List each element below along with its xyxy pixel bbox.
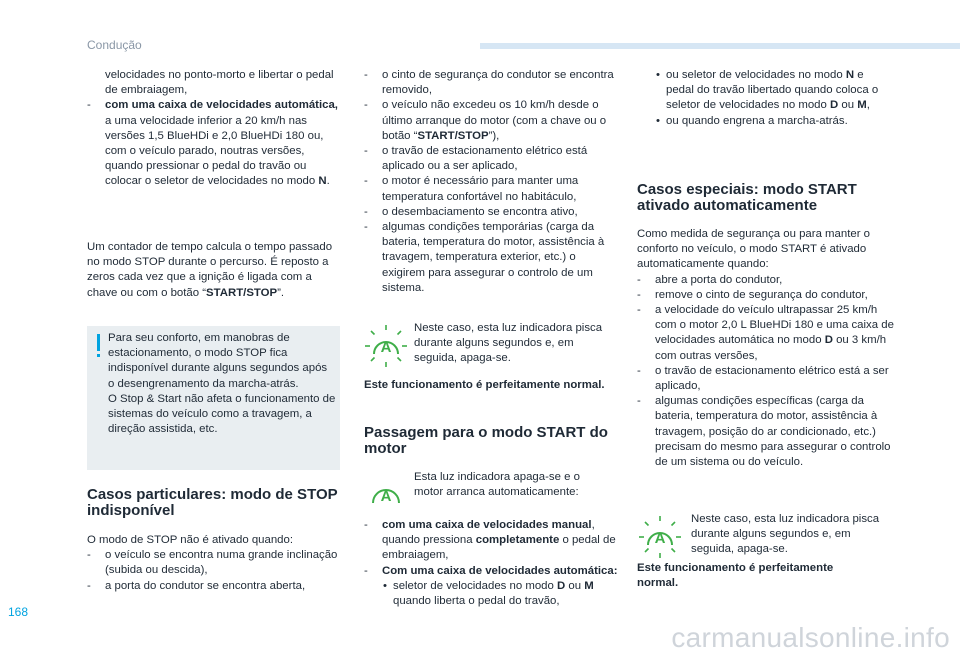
icon-letter: A — [654, 530, 666, 547]
normal-note — [637, 561, 867, 591]
normal-note — [364, 378, 624, 393]
item-text: o travão de estacionamento elétrico está aplicado ou a ser aplicado, — [382, 145, 588, 173]
counter-bold: START/STOP — [206, 286, 278, 299]
column-1 — [87, 68, 343, 190]
item-text: remove o cinto de segurança do condutor, — [655, 288, 868, 301]
intro-text: O modo de STOP não é ativado quando: — [87, 534, 294, 546]
item-text: o veículo não excedeu os 10 km/h desde o último arranque do motor (com a chave ou o botão “ — [382, 99, 607, 142]
item-text: abre a porta do condutor, — [655, 273, 783, 286]
sub-list-item — [364, 579, 626, 609]
list-item — [637, 273, 899, 288]
list-item — [364, 518, 626, 564]
list-item — [364, 68, 620, 98]
normal-note-text: Este funcionamento é perfeitamente normal. — [637, 562, 834, 590]
info-icon-dot — [97, 354, 100, 357]
item-text: ou quando engrena a marcha-atrás. — [666, 114, 848, 127]
dash-marker: - — [364, 145, 368, 158]
item-bold: com uma caixa de velocidades manual — [382, 519, 592, 531]
list-item — [364, 98, 620, 144]
mode-letter: N — [845, 69, 855, 81]
list-item — [87, 548, 343, 578]
dash-marker: - — [364, 564, 368, 577]
item-text: ou — [565, 579, 585, 592]
dash-marker: - — [87, 99, 91, 112]
dash-marker: - — [364, 519, 368, 531]
info-box — [87, 326, 340, 470]
info-text — [108, 331, 336, 437]
item-text: a velocidade do veículo ultrapassar 25 km/h com o motor 2,0 L BlueHDi 180 e uma caixa de velocidades automática no modo — [655, 304, 894, 347]
start-conditions — [364, 518, 626, 609]
item-text: ou seletor de velocidades no modo — [666, 69, 846, 81]
item-text: o pedal de embraiagem, — [382, 534, 616, 562]
item-text: o desembaciamento se encontra ativo, — [382, 205, 578, 218]
mode-letter: D — [557, 579, 566, 592]
dash-marker: - — [637, 273, 641, 286]
section-label: Condução — [87, 38, 142, 52]
icon-letter: A — [380, 488, 392, 505]
item-text: , — [866, 99, 870, 112]
item-text: a porta do condutor se encontra aberta, — [105, 579, 306, 592]
item-text: algumas condições específicas (carga da bateria, temperatura do motor, assistência à travagem, posição do ar condicionado, etc.) precisam do mesmo para assegurar o controlo de um sistema ou do veículo. — [655, 395, 891, 469]
item-text: o cinto de segurança do condutor se encontra removido, — [382, 69, 614, 97]
list-item: - com uma caixa de velocidades automática, a uma velocidade inferior a 20 km/h nas versões 1,5 BlueHDi e 2,0 BlueHDi 180 ou, com o veículo parado, noutras versões, quando pressionar o pedal do travão ou colocar o seletor de velocidades no modo N. — [87, 99, 338, 188]
item-text: ou — [838, 99, 858, 112]
item-text: quando liberta o pedal do travão, — [393, 595, 560, 608]
normal-note-text: Este funcionamento é perfeitamente normal. — [364, 379, 605, 391]
section-heading: Casos particulares: modo de STOP indisponível — [87, 486, 338, 519]
counter-end: ”. — [277, 286, 285, 299]
header-bar — [480, 43, 960, 49]
column-1-lower — [87, 487, 343, 594]
dash-marker: - — [364, 99, 368, 112]
sub-list-item — [637, 68, 893, 114]
warning-text: Neste caso, esta luz indicadora pisca durante alguns segundos e, em seguida, apaga-se. — [414, 322, 603, 365]
start-indicator-icon — [369, 480, 403, 508]
dash-marker: - — [364, 175, 368, 188]
item-bold: Com uma caixa de velocidades automática: — [382, 564, 618, 577]
item-text: o motor é necessário para manter uma temperatura confortável no habitáculo, — [382, 175, 579, 203]
counter-paragraph — [87, 240, 343, 301]
item-text: , quando pressiona — [382, 519, 595, 547]
mode-letter: N — [318, 175, 327, 188]
bullet-marker: • — [656, 114, 660, 127]
start-icon-text: Esta luz indicadora apaga-se e o motor arranca automaticamente: — [414, 471, 580, 499]
column-3-list — [637, 227, 899, 470]
item-bold: completamente — [475, 534, 560, 547]
item-text: o veículo se encontra numa grande inclinação (subida ou descida), — [105, 549, 338, 577]
sub-list-item — [637, 114, 893, 129]
mode-letter: M — [584, 579, 594, 592]
counter-text: Um contador de tempo calcula o tempo passado no modo STOP durante o percurso. É reposto a zeros cada vez que a ignição é ligada com a chave ou com o botão “ — [87, 241, 333, 299]
item-text: algumas condições temporárias (carga da bateria, temperatura do motor, assistência à travagem, temperatura exterior, etc.) o exigirem para assegurar o controlo de um sistema. — [382, 221, 605, 294]
section-heading: Passagem para o modo START do motor — [364, 424, 608, 457]
mode-letter: D — [830, 99, 839, 112]
icon-letter: A — [380, 339, 392, 356]
list-item — [364, 564, 626, 579]
dash-marker: - — [637, 288, 641, 301]
bullet-marker: • — [656, 69, 660, 81]
list-item — [87, 579, 343, 594]
dash-marker: - — [637, 395, 641, 408]
item-text: a uma velocidade inferior a 20 km/h nas versões 1,5 BlueHDi e 2,0 BlueHDi 180 ou, com o veículo parado, noutras versões, quando pressionar o pedal do travão ou colocar o seletor de velocidades no modo — [105, 114, 324, 188]
item-text: seletor de velocidades no modo — [393, 579, 558, 592]
mode-letter: D — [824, 334, 833, 347]
dash-marker: - — [364, 69, 368, 81]
item-text: o travão de estacionamento elétrico está a ser aplicado, — [655, 364, 889, 393]
list-item — [364, 174, 620, 204]
dash-marker: - — [87, 579, 91, 592]
list-item — [637, 394, 899, 470]
info-paragraph: O Stop & Start não afeta o funcionamento de sistemas do veículo como a travagem, a direção assistida, etc. — [108, 392, 336, 436]
column-2 — [364, 68, 620, 296]
item-text: ou 3 km/h com outras versões, — [655, 334, 887, 362]
bullet-marker: • — [383, 579, 387, 592]
section-heading: Casos especiais: modo START ativado automaticamente — [637, 181, 857, 214]
mode-letter: M — [857, 99, 867, 112]
stop-start-warning-icon — [637, 514, 683, 560]
intro-text: Como medida de segurança ou para manter o conforto no veículo, o modo START é ativado automaticamente quando: — [637, 228, 871, 271]
list-item — [637, 288, 899, 303]
watermark[interactable]: carmanualsonline.info — [671, 621, 950, 653]
item-text: e pedal do travão libertado quando coloca o seletor de velocidades no modo — [666, 69, 879, 112]
info-icon-bar — [97, 334, 100, 351]
dash-marker: - — [637, 364, 641, 377]
item-bold: START/STOP — [417, 129, 489, 142]
warning-text: Neste caso, esta luz indicadora pisca durante alguns segundos e, em seguida, apaga-se. — [691, 513, 880, 556]
item-end: ”), — [488, 129, 500, 142]
item-bold: com uma caixa de velocidades automática, — [105, 99, 338, 112]
dash-marker: - — [637, 304, 641, 317]
dash-marker: - — [87, 549, 91, 562]
column-3 — [637, 68, 893, 129]
dash-marker: - — [364, 205, 368, 218]
continued-text: velocidades no ponto-morto e libertar o pedal de embraiagem, — [105, 69, 334, 97]
list-item — [364, 205, 620, 220]
page-number: 168 — [8, 605, 29, 619]
list-item — [637, 364, 899, 394]
list-item — [637, 303, 899, 364]
info-paragraph: Para seu conforto, em manobras de estacionamento, o modo STOP fica indisponível durante alguns segundos após o desengrenamento da marcha-atrás. — [108, 332, 328, 390]
list-item — [364, 220, 620, 296]
stop-start-warning-icon — [363, 323, 409, 369]
dash-marker: - — [364, 221, 368, 234]
list-item — [364, 144, 620, 174]
